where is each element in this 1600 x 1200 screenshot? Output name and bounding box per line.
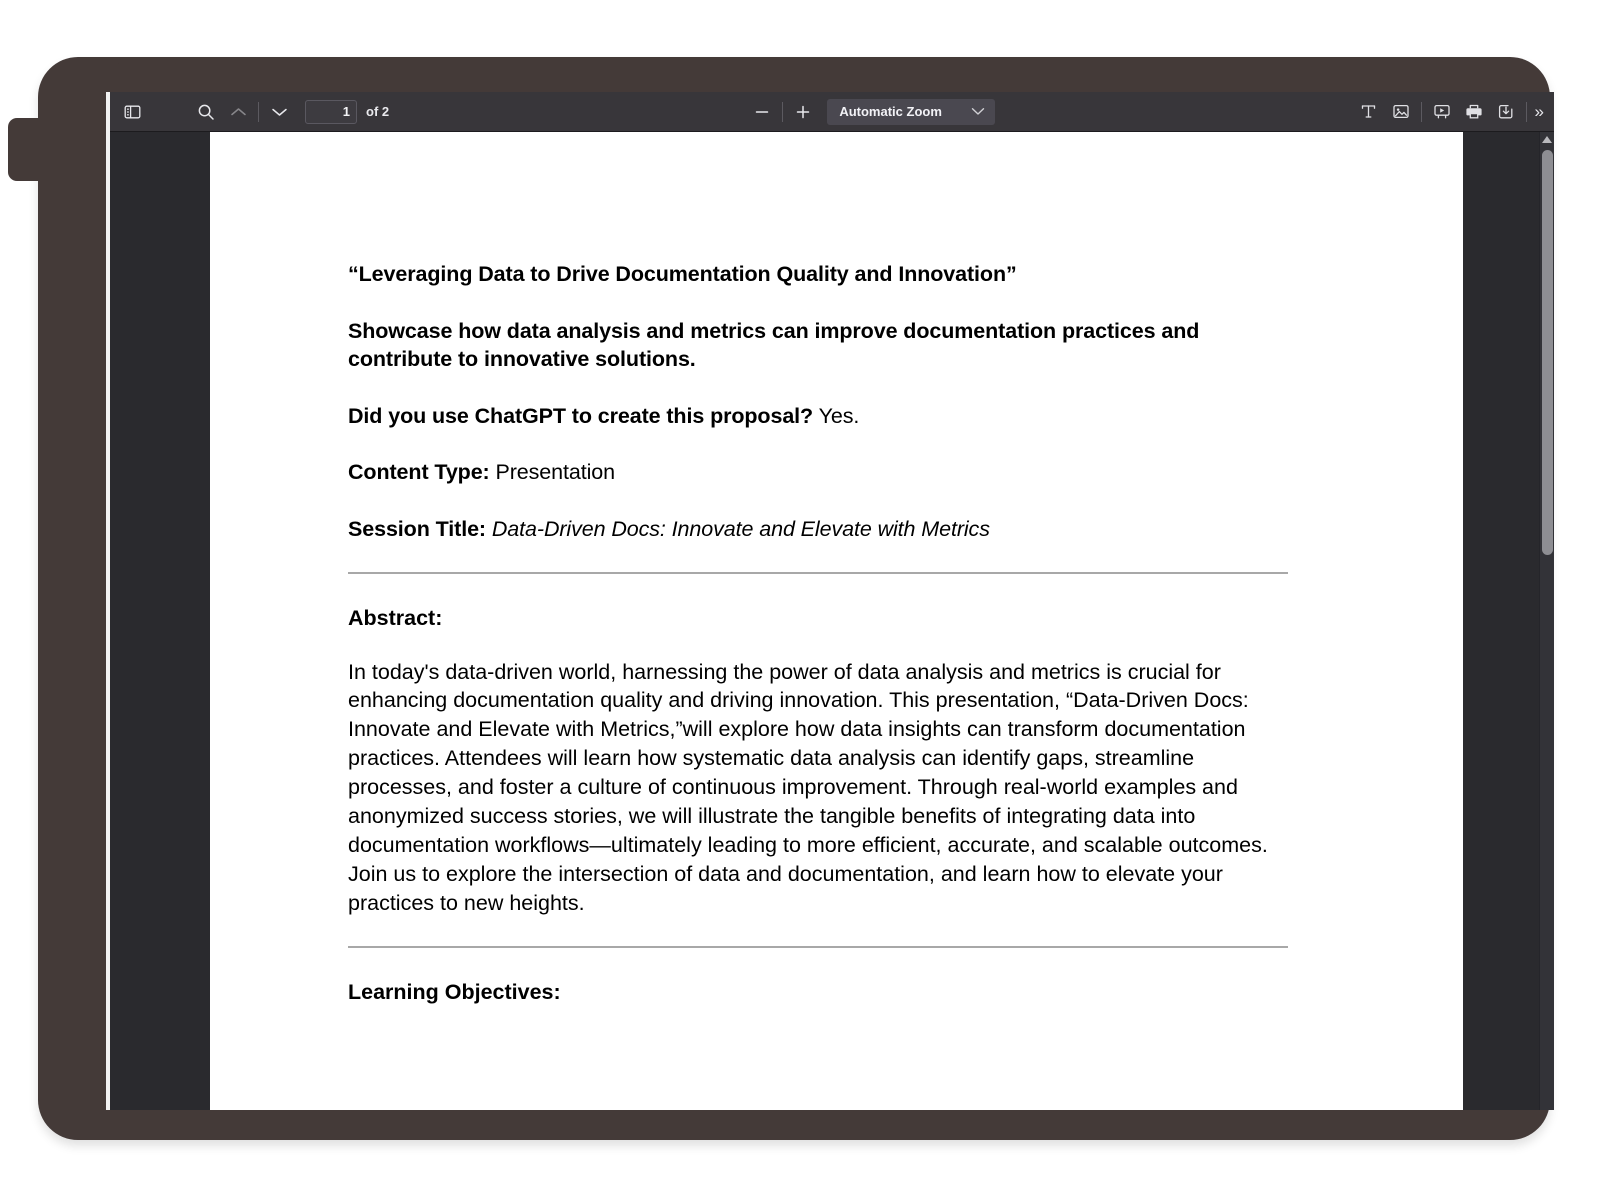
draw-image-tool-button[interactable] xyxy=(1385,98,1417,126)
image-draw-icon xyxy=(1392,103,1410,120)
highlight-tool-button[interactable] xyxy=(1426,98,1458,126)
sidebar-toggle-button[interactable] xyxy=(116,98,148,126)
tablet-screen xyxy=(106,92,1554,1110)
session-title-label: Session Title: xyxy=(348,516,486,541)
sidebar-icon xyxy=(124,104,141,120)
find-button[interactable] xyxy=(190,98,222,126)
learning-objectives-heading: Learning Objectives: xyxy=(348,979,561,1004)
tablet-top-button-2[interactable] xyxy=(182,57,240,83)
chevron-up-icon xyxy=(230,106,247,118)
session-title-value: Data-Driven Docs: Innovate and Elevate with Metrics xyxy=(491,516,990,541)
abstract-heading: Abstract: xyxy=(348,605,443,630)
page-count-label: of 2 xyxy=(366,104,390,119)
abstract-text-part1: In today's data-driven world, harnessing the power of data analysis and metrics is crucial for enhancing documentation quality and driving innovation. This presentation, xyxy=(348,659,1221,713)
search-icon xyxy=(197,103,215,121)
doc-chatgpt-line xyxy=(348,402,1288,431)
doc-showcase-paragraph: Showcase how data analysis and metrics can improve documentation practices and contribute to innovative solutions. xyxy=(348,318,1200,372)
content-type-label: Content Type: xyxy=(348,460,490,485)
doc-divider-1 xyxy=(348,572,1288,574)
next-page-button[interactable] xyxy=(263,98,295,126)
print-button[interactable] xyxy=(1458,98,1490,126)
scroll-up-arrow-icon[interactable] xyxy=(1542,135,1553,144)
toolbar-separator-3 xyxy=(1421,102,1422,122)
zoom-level-value: Automatic Zoom xyxy=(839,104,942,119)
more-tools-button[interactable]: » xyxy=(1534,102,1544,121)
page-number-input[interactable]: 1 xyxy=(305,100,357,124)
toolbar-separator-2 xyxy=(782,102,783,122)
scrollbar-thumb[interactable] xyxy=(1542,150,1553,555)
zoom-in-button[interactable] xyxy=(787,98,819,126)
save-icon xyxy=(1497,103,1515,120)
chatgpt-question-label: Did you use ChatGPT to create this proposal? xyxy=(348,403,814,428)
pdf-viewer-area[interactable] xyxy=(110,132,1554,1110)
abstract-quoted-title: “Data-Driven Docs: Innovate and Elevate with Metrics,” xyxy=(348,688,1249,742)
chevron-down-icon xyxy=(971,104,985,119)
zoom-controls xyxy=(746,98,995,126)
doc-content-type-line xyxy=(348,458,1288,487)
tablet-device-frame xyxy=(38,57,1550,1140)
text-tool-button[interactable] xyxy=(1353,98,1385,126)
doc-divider-2 xyxy=(348,946,1288,948)
pdf-toolbar-right-group xyxy=(1353,92,1548,131)
vertical-scrollbar[interactable] xyxy=(1539,132,1554,1110)
zoom-level-select[interactable] xyxy=(827,99,995,125)
pdf-toolbar-center-group xyxy=(389,92,1352,131)
chevron-down-icon xyxy=(271,106,288,118)
pdf-toolbar xyxy=(110,92,1554,132)
text-tool-icon xyxy=(1360,103,1377,120)
tablet-side-button[interactable] xyxy=(8,118,48,181)
toolbar-separator-1 xyxy=(258,102,259,122)
doc-title-quote: “Leveraging Data to Drive Documentation Quality and Innovation” xyxy=(348,262,1017,286)
plus-icon xyxy=(795,104,811,120)
print-icon xyxy=(1465,103,1483,120)
toolbar-separator-4 xyxy=(1526,102,1527,122)
pdf-toolbar-left-group xyxy=(116,92,389,131)
content-type-value: Presentation xyxy=(495,460,616,485)
abstract-paragraph xyxy=(348,658,1288,918)
abstract-text-part2: will explore how data insights can transform documentation practices. Attendees will learn how systematic data analysis can identify gaps, streamline processes, and foster a culture of continuous improvement. Through real-world examples and anonymized success stories, we will illustrate the tangible benefits of integrating data into documentation workflows—ultimately leading to more efficient, accurate, and scalable outcomes. Join us to explore the intersection of data and documentation, and learn how to elevate your practices to new heights. xyxy=(348,717,1268,915)
save-download-button[interactable] xyxy=(1490,98,1522,126)
screen-content-area xyxy=(110,92,1554,1110)
minus-icon xyxy=(754,104,770,120)
highlight-icon xyxy=(1433,103,1451,120)
pdf-page-1 xyxy=(210,132,1463,1110)
chatgpt-answer-value: Yes. xyxy=(818,403,860,428)
doc-session-title-line xyxy=(348,515,1288,544)
tablet-top-button-1[interactable] xyxy=(118,57,176,83)
zoom-out-button[interactable] xyxy=(746,98,778,126)
previous-page-button[interactable] xyxy=(222,98,254,126)
pdf-page-content xyxy=(348,260,1288,1005)
